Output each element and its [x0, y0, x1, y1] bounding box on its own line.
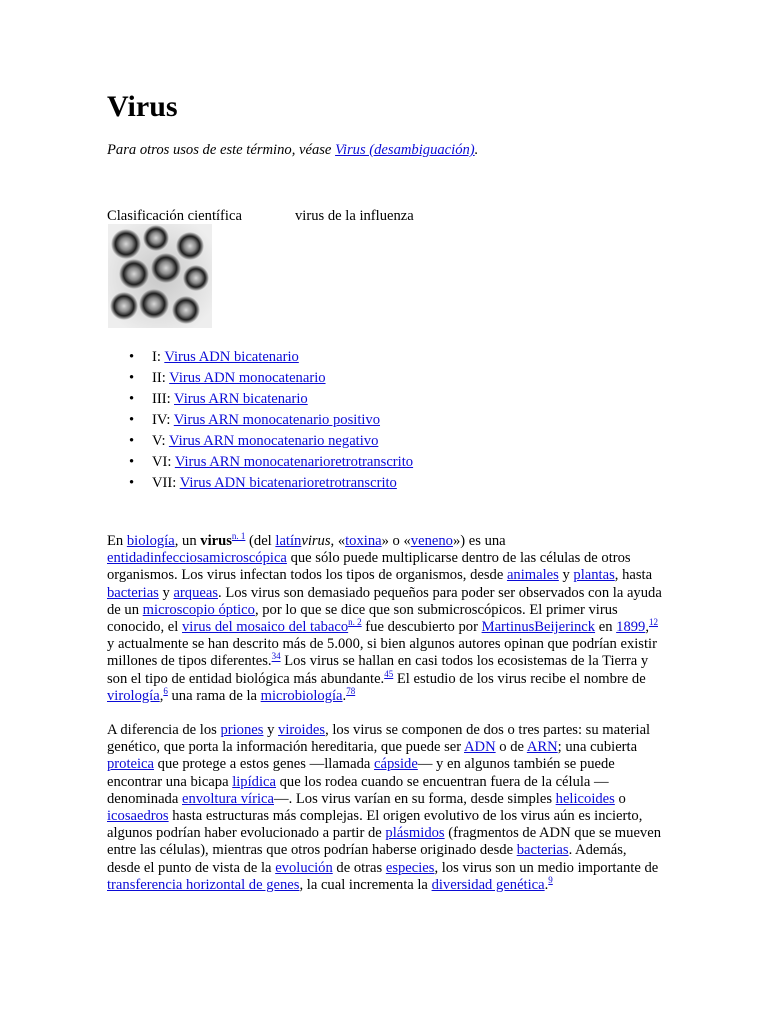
wiki-link[interactable]: especies: [385, 859, 435, 876]
virus-groups-list: [107, 347, 413, 494]
group-number: V:: [152, 433, 169, 449]
page-title: Virus: [107, 90, 178, 123]
bold-term: virus: [200, 533, 232, 549]
text-run: — y en algunos también se puede encontrar una bicapa: [107, 756, 615, 790]
bullet-icon: •: [129, 391, 135, 407]
wiki-link[interactable]: plásmidos: [385, 825, 445, 842]
text-run: , hasta: [614, 567, 653, 584]
text-run: en: [595, 619, 617, 636]
reference-sup: [346, 686, 355, 696]
text-run: y actualmente se han descrito más de 5.000, si bien algunos autores opinan que podrían existir millones de tipos diferentes.: [107, 636, 657, 670]
text-run: ; una cubierta: [557, 739, 638, 756]
virus-group-item: [107, 473, 413, 494]
wiki-link[interactable]: ADN: [464, 739, 496, 756]
reference-sup: [232, 531, 246, 541]
group-number: VI:: [152, 454, 175, 470]
virus-group-item: [107, 410, 413, 431]
virus-group-item: [107, 368, 413, 389]
text-run: que los rodea cuando se encuentran fuera de la célula —denominada: [107, 773, 609, 807]
bullet-icon: •: [129, 433, 135, 449]
wiki-link[interactable]: envoltura vírica: [181, 790, 274, 807]
virus-group-item: [107, 452, 413, 473]
group-link[interactable]: Virus ARN bicatenario: [174, 391, 308, 407]
wiki-link[interactable]: biología: [126, 533, 175, 549]
wiki-link[interactable]: animales: [506, 567, 559, 584]
text-run: fue descubierto por: [361, 619, 482, 636]
wiki-link[interactable]: arqueas: [173, 584, 219, 601]
wiki-link[interactable]: evolución: [275, 859, 333, 876]
disambiguation-note: [107, 141, 478, 159]
classification-header: [107, 207, 414, 225]
text-run: o: [614, 790, 626, 807]
text-run: ,: [645, 619, 649, 636]
reference-link[interactable]: 9: [548, 874, 553, 885]
structure-paragraph: [107, 722, 663, 894]
wiki-link[interactable]: toxina: [345, 533, 382, 549]
wiki-link[interactable]: helicoides: [555, 790, 615, 807]
group-link[interactable]: Virus ADN bicatenario: [164, 349, 299, 365]
text-run: hasta estructuras más complejas. El origen evolutivo de los virus aún es incierto, algunos podrían haber evolucionado a partir de: [107, 808, 643, 842]
bullet-icon: •: [129, 349, 135, 365]
text-run: El estudio de los virus recibe el nombre de: [393, 670, 646, 687]
group-link[interactable]: Virus ADN monocatenario: [169, 370, 326, 386]
text-run: (del: [245, 533, 276, 549]
text-run: o de: [495, 739, 527, 756]
text-run: y: [558, 567, 574, 584]
wiki-link[interactable]: microscopio óptico: [142, 601, 255, 618]
text-run: , los virus son un medio importante de: [434, 859, 659, 876]
bullet-icon: •: [129, 454, 135, 470]
reference-sup: [548, 875, 553, 885]
intro-paragraph: [107, 533, 663, 705]
text-run: .: [342, 687, 347, 704]
disambiguation-link[interactable]: Virus (desambiguación): [335, 142, 475, 158]
virus-group-item: [107, 431, 413, 452]
wiki-link[interactable]: 1899: [616, 619, 646, 636]
reference-link[interactable]: 45: [384, 668, 394, 679]
text-run: En: [107, 533, 127, 549]
text-run: ,: [159, 687, 164, 704]
group-number: I:: [152, 349, 165, 365]
text-run: » o «: [381, 533, 411, 549]
italic-term: virus: [301, 533, 331, 549]
text-run: que protege a estos genes —llamada: [154, 756, 375, 773]
wiki-link[interactable]: proteica: [107, 756, 154, 773]
wiki-link[interactable]: icosaedros: [107, 808, 169, 825]
wiki-link[interactable]: virología: [107, 687, 160, 704]
group-link[interactable]: Virus ARN monocatenario negativo: [168, 433, 379, 449]
disambiguation-suffix: .: [474, 142, 479, 158]
wiki-link[interactable]: entidadinfecciosamicroscópica: [107, 550, 287, 567]
wiki-link[interactable]: ARN: [526, 739, 558, 756]
wiki-link[interactable]: cápside: [374, 756, 418, 773]
wiki-link[interactable]: lipídica: [232, 773, 276, 790]
text-run: , la cual incrementa la: [299, 876, 432, 893]
wiki-link[interactable]: priones: [220, 722, 264, 738]
wiki-link[interactable]: microbiología: [260, 687, 343, 704]
text-run: de otras: [332, 859, 386, 876]
text-run: , «: [330, 533, 346, 549]
reference-link[interactable]: 12: [649, 617, 658, 628]
wiki-link[interactable]: virus del mosaico del tabaco: [181, 619, 349, 636]
wiki-link[interactable]: bacterias: [516, 842, 569, 859]
text-run: —. Los virus varían en su forma, desde simples: [273, 790, 556, 807]
group-link[interactable]: Virus ADN bicatenarioretrotranscrito: [179, 475, 397, 491]
text-run: y: [158, 584, 174, 601]
reference-link[interactable]: 78: [346, 685, 356, 696]
wiki-link[interactable]: veneno: [410, 533, 453, 549]
group-number: VII:: [152, 475, 180, 491]
text-run: Los virus se hallan en casi todos los ecosistemas de la Tierra y son el tipo de entidad biológica más abundante.: [107, 653, 649, 687]
group-number: II:: [152, 370, 170, 386]
group-number: IV:: [152, 412, 174, 428]
wiki-link[interactable]: bacterias: [107, 584, 159, 601]
reference-sup: [272, 652, 281, 662]
text-run: , por lo que se dice que son submicroscópicos. El primer virus conocido, el: [107, 601, 618, 636]
reference-link[interactable]: 34: [271, 651, 281, 662]
disambiguation-prefix: Para otros usos de este término, véase: [107, 142, 336, 158]
wiki-link[interactable]: MartinusBeijerinck: [481, 619, 596, 636]
text-run: A diferencia de los: [107, 722, 221, 738]
reference-link[interactable]: n. 1: [231, 531, 246, 542]
text-run: . Los virus son demasiado pequeños para poder ser observados con la ayuda de un: [107, 584, 662, 618]
text-run: que sólo puede multiplicarse dentro de las células de otros organismos. Los virus infectan todos los tipos de organismos, desde: [107, 550, 631, 584]
wiki-link[interactable]: viroides: [278, 722, 326, 738]
wiki-link[interactable]: latín: [275, 533, 302, 549]
group-link[interactable]: Virus ARN monocatenario positivo: [173, 412, 381, 428]
bullet-icon: •: [129, 370, 135, 386]
image-caption: virus de la influenza: [295, 208, 414, 224]
reference-link[interactable]: 6: [163, 685, 168, 696]
wiki-link[interactable]: transferencia horizontal de genes: [107, 876, 300, 893]
text-run: (fragmentos de ADN que se mueven entre las células), mientras que otros podrían haberse originado desde: [107, 825, 662, 859]
wiki-link[interactable]: plantas: [573, 567, 615, 584]
group-link[interactable]: Virus ARN monocatenarioretrotranscrito: [174, 454, 414, 470]
virus-group-item: [107, 389, 413, 410]
text-run: .: [544, 876, 549, 893]
reference-sup: [649, 617, 658, 627]
text-run: ») es una: [452, 533, 506, 549]
group-number: III:: [152, 391, 175, 407]
wiki-link[interactable]: diversidad genética: [431, 876, 545, 893]
bullet-icon: •: [129, 475, 135, 491]
influenza-virus-image: [108, 224, 212, 328]
text-run: una rama de la: [167, 687, 261, 704]
text-run: y: [263, 722, 279, 738]
text-run: . Además, desde el punto de vista de la: [107, 842, 627, 876]
virus-group-item: [107, 347, 413, 368]
classification-label: Clasificación científica: [107, 208, 242, 224]
reference-link[interactable]: n. 2: [348, 617, 362, 628]
text-run: , los virus se componen de dos o tres partes: su material genético, que porta la información hereditaria, que puede ser: [107, 722, 651, 756]
text-run: , un: [174, 533, 201, 549]
reference-sup: [348, 617, 362, 627]
bullet-icon: •: [129, 412, 135, 428]
reference-sup: [384, 669, 393, 679]
